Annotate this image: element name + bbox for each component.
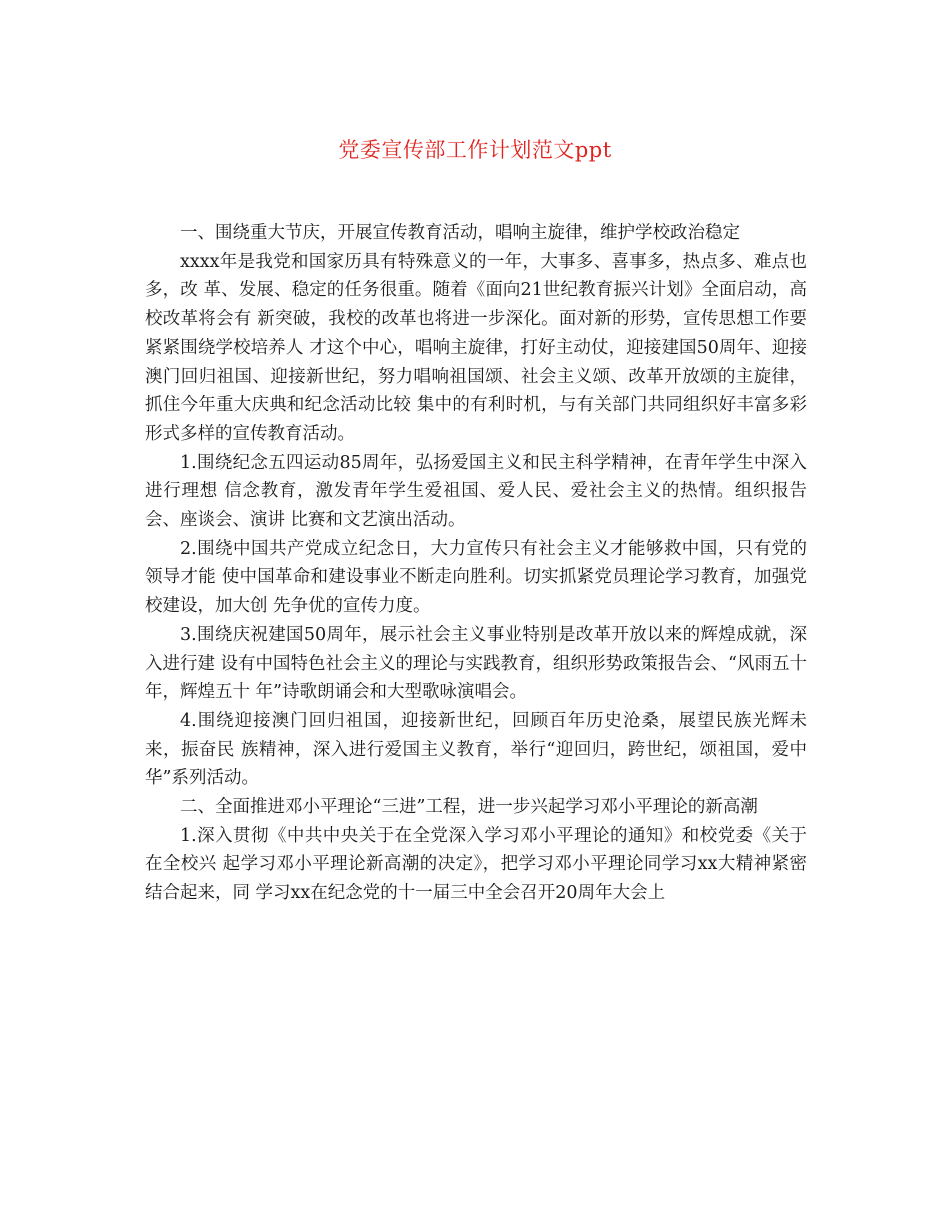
body-paragraph: 4.围绕迎接澳门回归祖国，迎接新世纪，回顾百年历史沧桑，展望民族光辉未来，振奋民 族精神，深入进行爱国主义教育，举行“迎回归，跨世纪，颂祖国，爱中华”系列活动。 [145,710,807,789]
body-paragraph: 2.围绕中国共产党成立纪念日，大力宣传只有社会主义才能够救中国，只有党的领导才能 使中国革命和建设事业不断走向胜利。切实抓紧党员理论学习教育，加强党校建设，加大创 先争优的宣传力度。 [145,538,807,617]
body-paragraph: 1.深入贯彻《中共中央关于在全党深入学习邓小平理论的通知》和校党委《关于在全校兴 起学习邓小平理论新高潮的决定》，把学习邓小平理论同学习xx大精神紧密结合起来，同 学习xx在纪念党的十一届三中全会召开20周年大会上 [145,825,807,904]
body-paragraph: 3.围绕庆祝建国50周年，展示社会主义事业特别是改革开放以来的辉煌成就，深入进行建 设有中国特色社会主义的理论与实践教育，组织形势政策报告会、“风雨五十年，辉煌五十 年”诗歌朗诵会和大型歌咏演唱会。 [145,624,808,703]
document-body [145,219,807,908]
body-paragraph: xxxx年是我党和国家历具有特殊意义的一年，大事多、喜事多，热点多、难点也多，改 革、发展、稳定的任务很重。随着《面向21世纪教育振兴计划》全面启动，高校改革将会有 新突破，我校的改革也将进一步深化。面对新的形势，宣传思想工作要紧紧围绕学校培养人 才这个中心，唱响主旋律，打好主动仗，迎接建国50周年、迎接澳门回归祖国、迎接新世纪，努力唱响祖国颂、社会主义颂、改革开放颂的主旋律，抓住今年重大庆典和纪念活动比较 集中的有利时机，与有关部门共同组织好丰富多彩形式多样的宣传教育活动。 [145,251,807,444]
body-paragraph: 1.围绕纪念五四运动85周年，弘扬爱国主义和民主科学精神，在青年学生中深入进行理想 信念教育，激发青年学生爱祖国、爱人民、爱社会主义的热情。组织报告会、座谈会、演讲 比赛和文艺演出活动。 [145,452,807,531]
section-heading: 二、全面推进邓小平理论“三进”工程，进一步兴起学习邓小平理论的新高潮 [180,797,758,818]
document-title: 党委宣传部工作计划范文ppt [338,138,612,162]
section-heading: 一、围绕重大节庆，开展宣传教育活动，唱响主旋律，维护学校政治稳定 [180,223,740,243]
